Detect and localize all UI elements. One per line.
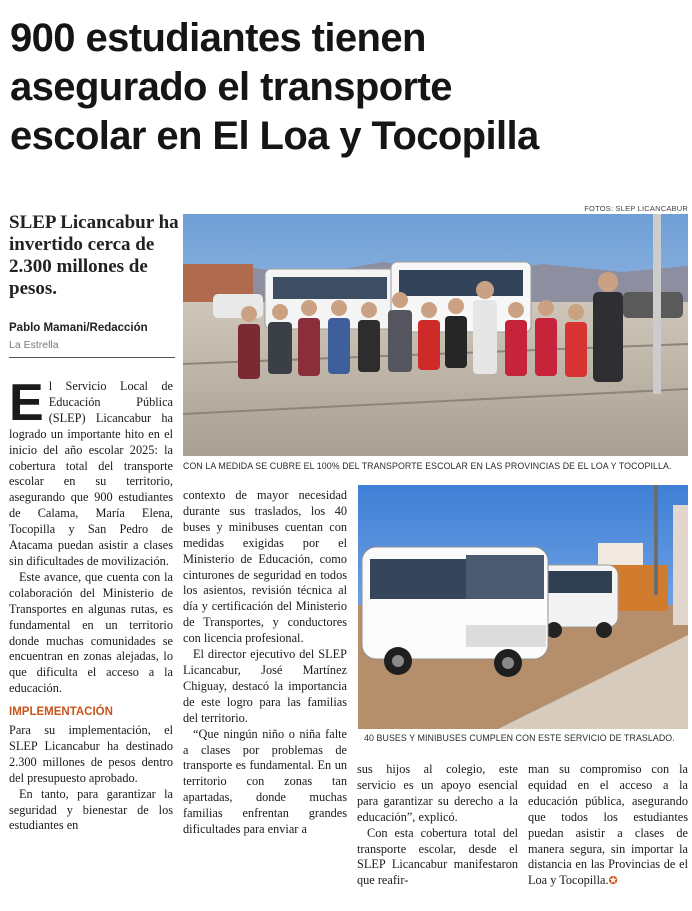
article-column-3	[357, 762, 518, 908]
paragraph-safety-start: En tanto, para garantizar la seguridad y bienestar de los estudiantes en	[9, 786, 173, 833]
paragraph-collaboration: Este avance, que cuenta con la colaboración del Ministerio de Transportes en algunas rutas, es fundamental en un territorio donde muchas comunidades se encuentran en zonas alejadas, lo que dificulta el acceso a la educación.	[9, 569, 173, 696]
photo-credit: FOTOS: SLEP LICANCABUR	[584, 204, 688, 213]
bus-front	[362, 547, 548, 677]
byline-divider	[9, 357, 175, 358]
article-column-4	[528, 762, 688, 908]
drop-cap: E	[9, 379, 44, 432]
paragraph-quote-start: “Que ningún niño o niña falte a clases por problemas de transporte es fundamental. En un territorio con zonas tan apartadas, donde muchas familias enfrentan grandes dificultades para enviar a	[183, 726, 347, 837]
paragraph-safety-measures: contexto de mayor necesidad durante sus traslados, los 40 buses y minibuses cuentan con medidas exigidas por el Ministerio de Educación, como cinturones de seguridad en todos los asientos, revisión técnica al día y certificación del Ministerio de Transportes, y conductores con licencia profesional.	[183, 488, 347, 646]
photo-2-caption: 40 BUSES Y MINIBUSES CUMPLEN CON ESTE SERVICIO DE TRASLADO.	[364, 733, 675, 743]
buses-photo-illustration	[358, 485, 688, 729]
paragraph-conclusion	[528, 762, 688, 890]
headline-line-2: asegurado el transporte	[10, 65, 452, 109]
paragraph-conclusion-text: man su compromiso con la equidad en el acceso a la educación pública, asegurando que todos los estudiantes puedan asistir a clases de manera segura, sin importar la distancia en las Provincias de el Loa y Tocopilla.	[528, 762, 688, 888]
paragraph-coverage: Con esta cobertura total del transporte escolar, desde el SLEP Licancabur manifestaron que reafir-	[357, 825, 518, 888]
section-heading: IMPLEMENTACIÓN	[9, 706, 113, 719]
article-column-2	[183, 488, 347, 908]
students-photo-illustration	[183, 214, 688, 456]
photo-students-with-buses	[183, 214, 688, 456]
paragraph-intro	[9, 379, 173, 570]
paragraph-budget: Para su implementación, el SLEP Licancabur ha destinado 2.300 millones de pesos dentro del presupuesto aprobado.	[9, 723, 173, 785]
paragraph-quote-end: sus hijos al colegio, este servicio es un apoyo esencial para garantizar su derecho a la educación”, explicó.	[357, 762, 518, 824]
headline-line-3: escolar en El Loa y Tocopilla	[10, 114, 539, 158]
end-mark-icon: ✪	[608, 875, 618, 888]
headline	[10, 14, 686, 161]
paragraph-director: El director ejecutivo del SLEP Licancabur, José Martínez Chiguay, destacó la importancia de este logro para las familias del territorio.	[183, 647, 347, 725]
photo-school-buses	[358, 485, 688, 729]
publication-source: La Estrella	[9, 339, 59, 351]
photo-1-caption: CON LA MEDIDA SE CUBRE EL 100% DEL TRANSPORTE ESCOLAR EN LAS PROVINCIAS DE EL LOA Y TOCOPILLA.	[183, 461, 672, 471]
article-column-1	[9, 379, 173, 909]
byline: Pablo Mamani/Redacción	[9, 322, 148, 334]
paragraph-intro-text: l Servicio Local de Educación Pública (SLEP) Licancabur ha logrado un importante hito en el inicio del año escolar 2025: la cobertura total del transporte escolar en su territorio, asegurando que 900 estudiantes de Calama, María Elena, Tocopilla y San Pedro de Atacama puedan asistir a clases sin dificultades de movilización.	[9, 379, 173, 568]
subheadline: SLEP Licancabur ha invertido cerca de 2.300 millones de pesos.	[9, 212, 179, 299]
headline-line-1: 900 estudiantes tienen	[10, 16, 426, 60]
